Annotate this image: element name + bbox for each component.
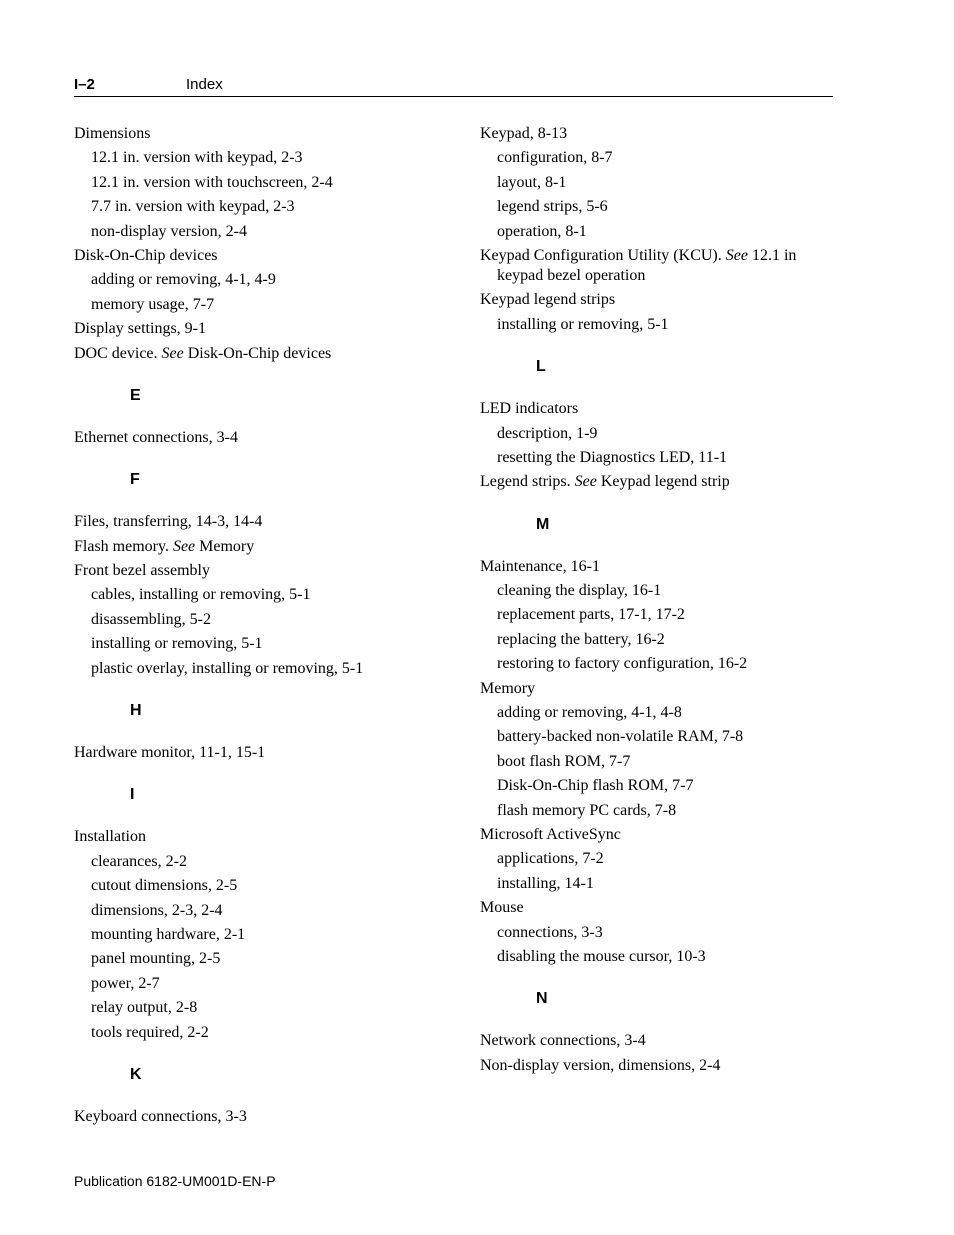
index-letter-heading: L xyxy=(536,358,546,376)
see-reference: See xyxy=(574,473,597,491)
index-letter-heading: E xyxy=(130,386,141,404)
index-entry-text: replacing the battery, 16-2 xyxy=(497,630,665,648)
see-reference: See xyxy=(725,246,748,264)
index-entry-text: resetting the Diagnostics LED, 11-1 xyxy=(497,448,728,466)
index-letter-heading: I xyxy=(130,786,135,804)
index-entry-text: mounting hardware, 2-1 xyxy=(91,925,246,943)
index-subentry xyxy=(480,774,840,798)
index-entry-text: configuration, 8-7 xyxy=(497,149,613,167)
index-letter-heading: N xyxy=(536,990,548,1008)
index-entry-text: dimensions, 2-3, 2-4 xyxy=(91,901,223,919)
index-entry-text: tools required, 2-2 xyxy=(91,1023,209,1041)
index-entry-text: adding or removing, 4-1, 4-9 xyxy=(91,271,276,289)
index-subentry xyxy=(74,608,454,632)
index-entry xyxy=(74,122,454,146)
index-subentry xyxy=(480,422,840,446)
index-entry xyxy=(74,535,454,559)
index-entry-text: Installation xyxy=(74,828,146,846)
index-subentry xyxy=(480,195,840,219)
index-entry-text: memory usage, 7-7 xyxy=(91,295,215,313)
index-entry-text: Memory xyxy=(480,679,536,697)
index-entry xyxy=(480,288,840,312)
index-entry-text: Disk-On-Chip flash ROM, 7-7 xyxy=(497,777,694,795)
index-entry-text: battery-backed non-volatile RAM, 7-8 xyxy=(497,728,744,746)
index-subentry xyxy=(480,628,840,652)
index-entry xyxy=(74,510,454,534)
index-entry xyxy=(480,1054,840,1078)
index-column-right xyxy=(480,122,840,1078)
index-entry-text: Keypad legend strips xyxy=(480,291,616,309)
index-entry-text: Non-display version, dimensions, 2-4 xyxy=(480,1056,721,1074)
index-entry-text: power, 2-7 xyxy=(91,974,160,992)
see-target: Keypad legend strip xyxy=(596,473,730,491)
index-subentry xyxy=(480,750,840,774)
index-subentry xyxy=(480,725,840,749)
index-subentry xyxy=(74,899,454,923)
index-entry xyxy=(74,1105,454,1129)
index-entry-text: installing or removing, 5-1 xyxy=(91,635,263,653)
index-entry xyxy=(480,677,840,701)
index-entry-text: Network connections, 3-4 xyxy=(480,1032,646,1050)
index-entry-text: replacement parts, 17-1, 17-2 xyxy=(497,606,685,624)
index-entry-text: Hardware monitor, 11-1, 15-1 xyxy=(74,744,266,762)
index-entry xyxy=(74,741,454,765)
index-subentry xyxy=(74,972,454,996)
index-subentry xyxy=(480,171,840,195)
index-subentry xyxy=(74,632,454,656)
index-subentry xyxy=(480,872,840,896)
index-entry xyxy=(74,244,454,268)
see-reference: See xyxy=(161,344,184,362)
index-subentry xyxy=(480,220,840,244)
index-subentry xyxy=(74,657,454,681)
index-subentry xyxy=(480,921,840,945)
index-subentry xyxy=(74,850,454,874)
index-entry xyxy=(480,122,840,146)
see-target: Disk-On-Chip devices xyxy=(183,344,332,362)
page-header xyxy=(74,75,833,97)
index-entry-text: restoring to factory configuration, 16-2 xyxy=(497,655,748,673)
index-subentry xyxy=(74,923,454,947)
index-subentry xyxy=(480,146,840,170)
index-entry-text: description, 1-9 xyxy=(497,424,598,442)
index-entry-text: panel mounting, 2-5 xyxy=(91,950,221,968)
index-entry-text: boot flash ROM, 7-7 xyxy=(497,752,631,770)
index-entry-text: Dimensions xyxy=(74,125,151,142)
index-entry-text: Keyboard connections, 3-3 xyxy=(74,1107,247,1125)
index-entry xyxy=(74,342,454,366)
page-number: I–2 xyxy=(74,76,95,93)
index-entry xyxy=(74,426,454,450)
index-subentry xyxy=(74,195,454,219)
index-entry-text: layout, 8-1 xyxy=(497,173,567,191)
index-entry-text: Display settings, 9-1 xyxy=(74,320,206,338)
index-subentry xyxy=(74,583,454,607)
index-entry-text: LED indicators xyxy=(480,400,579,418)
index-entry-text: cables, installing or removing, 5-1 xyxy=(91,586,311,604)
index-entry-text: Microsoft ActiveSync xyxy=(480,825,621,843)
index-entry-text: DOC device. xyxy=(74,344,162,362)
index-entry-text: cutout dimensions, 2-5 xyxy=(91,877,238,895)
index-entry-text: Maintenance, 16-1 xyxy=(480,557,600,575)
index-entry-text: 12.1 in. version with keypad, 2-3 xyxy=(91,149,303,167)
index-entry-text: relay output, 2-8 xyxy=(91,999,198,1017)
index-entry-text: clearances, 2-2 xyxy=(91,852,187,870)
section-title: Index xyxy=(186,76,223,93)
index-entry-text: Keypad Configuration Utility (KCU). xyxy=(480,246,726,264)
index-letter-heading: F xyxy=(130,471,140,489)
index-entry-text: cleaning the display, 16-1 xyxy=(497,582,662,600)
index-entry xyxy=(480,244,840,288)
index-subentry xyxy=(74,996,454,1020)
index-subentry xyxy=(480,945,840,969)
index-subentry xyxy=(74,268,454,292)
index-subentry xyxy=(480,579,840,603)
index-entry-text: Mouse xyxy=(480,899,524,917)
index-subentry xyxy=(480,446,840,470)
index-subentry xyxy=(480,603,840,627)
index-subentry xyxy=(74,293,454,317)
index-subentry xyxy=(74,1021,454,1045)
index-entry xyxy=(74,559,454,583)
index-subentry xyxy=(74,220,454,244)
index-entry xyxy=(480,397,840,421)
index-entry-text: Flash memory. xyxy=(74,537,173,555)
index-entry-text: disassembling, 5-2 xyxy=(91,610,211,628)
index-letter-heading: M xyxy=(536,515,550,533)
index-entry-text: disabling the mouse cursor, 10-3 xyxy=(497,947,706,965)
index-entry-text: applications, 7-2 xyxy=(497,850,604,868)
index-letter-heading: K xyxy=(130,1065,142,1083)
index-entry-text: 7.7 in. version with keypad, 2-3 xyxy=(91,198,295,216)
index-subentry xyxy=(480,799,840,823)
index-entry-text: legend strips, 5-6 xyxy=(497,198,608,216)
index-entry-text: non-display version, 2-4 xyxy=(91,222,247,240)
index-subentry xyxy=(480,313,840,337)
index-column-left xyxy=(74,122,454,1129)
index-entry-text: operation, 8-1 xyxy=(497,222,587,240)
publication-footer: Publication 6182-UM001D-EN-P xyxy=(74,1173,276,1189)
index-entry-text: connections, 3-3 xyxy=(497,923,603,941)
index-subentry xyxy=(74,171,454,195)
index-entry-text: Legend strips. xyxy=(480,473,575,491)
index-subentry xyxy=(480,652,840,676)
index-entry xyxy=(480,470,840,494)
index-entry-text: plastic overlay, installing or removing, 5-1 xyxy=(91,659,364,677)
see-reference: See xyxy=(172,537,196,555)
index-subentry xyxy=(480,701,840,725)
index-entry xyxy=(480,896,840,920)
index-entry xyxy=(74,825,454,849)
see-target: 12.1 in keypad bezel operation xyxy=(497,246,797,284)
index-letter-heading: H xyxy=(130,702,142,720)
index-entry-text: Disk-On-Chip devices xyxy=(74,246,218,264)
index-entry-text: Keypad, 8-13 xyxy=(480,125,568,142)
index-entry xyxy=(480,823,840,847)
index-entry-text: installing or removing, 5-1 xyxy=(497,315,669,333)
index-subentry xyxy=(74,874,454,898)
index-subentry xyxy=(74,947,454,971)
index-entry xyxy=(74,317,454,341)
index-subentry xyxy=(74,146,454,170)
index-entry-text: adding or removing, 4-1, 4-8 xyxy=(497,704,682,722)
index-entry-text: installing, 14-1 xyxy=(497,874,594,892)
index-entry-text: Front bezel assembly xyxy=(74,562,210,580)
see-target: Memory xyxy=(195,537,255,555)
index-entry-text: 12.1 in. version with touchscreen, 2-4 xyxy=(91,173,333,191)
index-entry-text: Ethernet connections, 3-4 xyxy=(74,428,238,446)
index-entry xyxy=(480,1029,840,1053)
index-entry-text: Files, transferring, 14-3, 14-4 xyxy=(74,513,263,531)
index-entry-text: flash memory PC cards, 7-8 xyxy=(497,801,677,819)
index-entry xyxy=(480,555,840,579)
index-subentry xyxy=(480,847,840,871)
